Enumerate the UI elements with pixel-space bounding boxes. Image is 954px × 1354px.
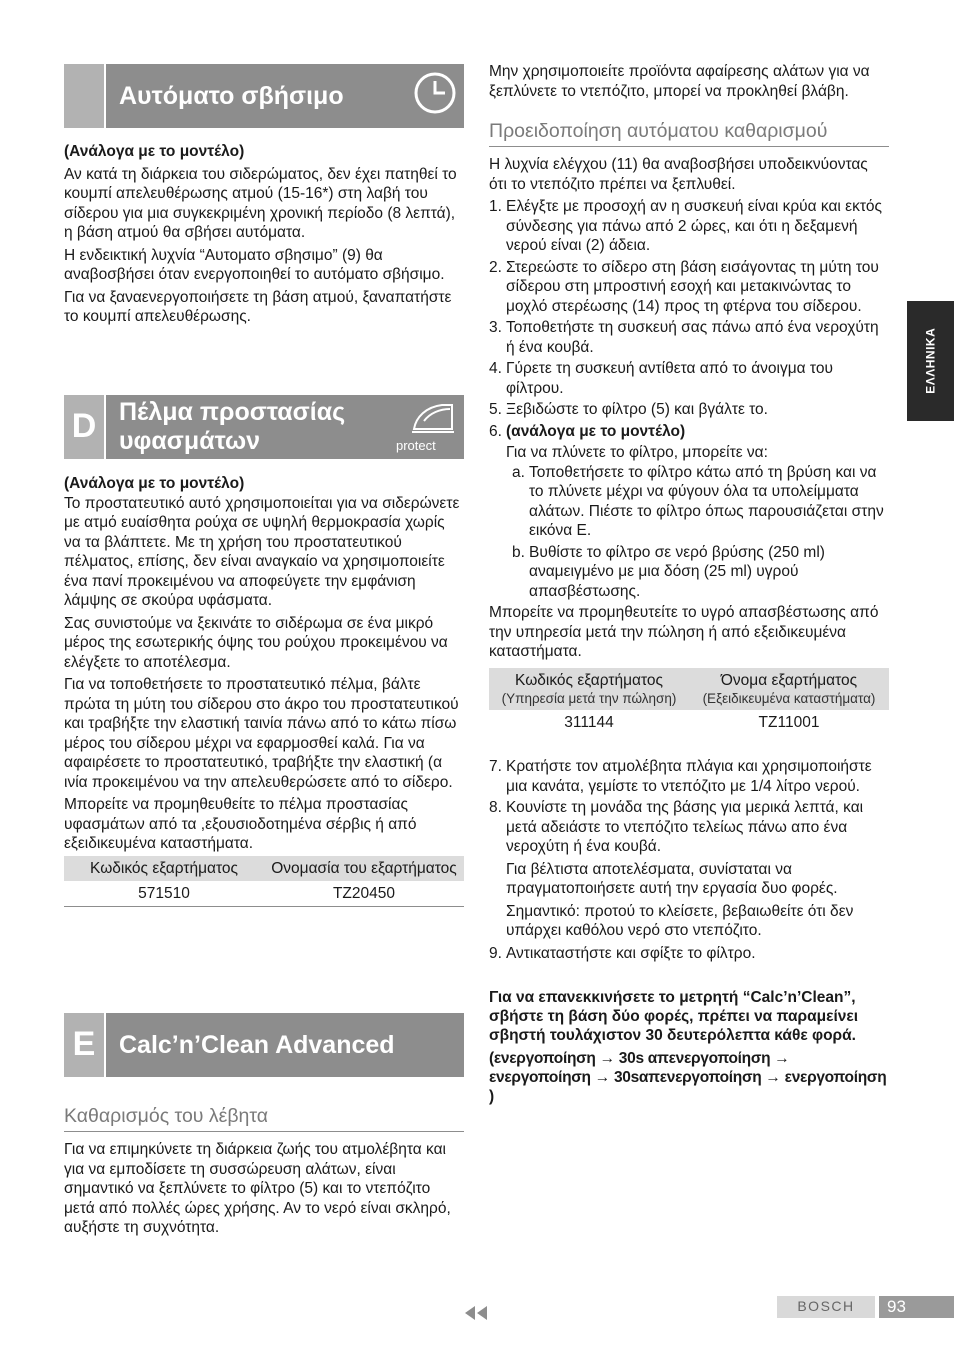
table-cell: TZ20450 <box>264 881 464 907</box>
protect-body <box>64 474 464 907</box>
clock-icon <box>412 70 458 122</box>
paragraph: Αν κατά τη διάρκεια του σιδερώματος, δεν έχει πατηθεί το κουμπί απελευθέρωσης ατμού (15-16*) στη λαβή του σίδερου για μια συγκεκριμένη χρονική περίοδο (8 λεπτά), η βάση ατμού θα σβήσει αυτόματα. <box>64 165 457 241</box>
reset-sequence: (ενεργοποίηση → 30s απενεργοποίηση → ενεργοποίηση → 30sαπενεργοποίηση → ενεργοποίηση ) <box>489 1050 887 1105</box>
section-banner-protect <box>64 395 464 459</box>
step-number: 4. <box>489 360 502 377</box>
paragraph: Σας συνιστούμε να ξεκινάτε το σιδέρωμα σε ένα μικρό μέρος της εσωτερικής όψης του ρούχου προκειμένου να ελέγξετε το αποτέλεσμα. <box>64 614 448 671</box>
list-item <box>489 463 889 541</box>
list-item <box>489 258 889 317</box>
list-item <box>489 944 889 964</box>
paragraph: Για βέλτιστα αποτελέσματα, συνίσταται να πραγματοποιήσετε αυτή την εργασία δυο φορές. <box>506 860 838 897</box>
model-note: (Ανάλογα με το μοντέλο) <box>64 143 245 160</box>
list-item <box>489 543 889 602</box>
banner-separator <box>104 64 106 128</box>
table-header: Κωδικός εξαρτήματος <box>64 856 264 881</box>
section-letter: D <box>64 395 104 459</box>
paragraph: Για να πλύνετε το φίλτρο, μπορείτε να: <box>506 444 768 461</box>
paragraph: Μπορείτε να προμηθευθείτε το πέλμα προστασίας υφασμάτων από τα ,εξουσιοδοτημένα σέρβις ή από εξειδικευμένα καταστήματα. <box>64 796 417 852</box>
list-item <box>489 197 889 256</box>
list-item <box>489 359 889 398</box>
step-text: Ελέγξτε με προσοχή αν η συσκευή είναι κρύα και εκτός σύνδεσης για πάνω από 2 ώρες, και ότι η δεξαμενή νερού είναι (2) άδεια. <box>506 198 883 254</box>
step-text: Κουνίστε τη μονάδα της βάσης για μερικά λεπτά, και μετά αδειάστε το ντεπόζιτο τελείως πάνω απο ένα νεροχύτη ή ένα κουβά. <box>506 799 864 855</box>
steps-list <box>489 944 889 964</box>
step-text: Κρατήστε τον ατμολέβητα πλάγια και χρησιμοποιήστε μια κανάτα, γεμίστε το ντεπόζιτο με 1/4 λίτρο νερού. <box>506 758 872 795</box>
step-text: Βυθίστε το φίλτρο σε νερό βρύσης (250 ml) αναμειγμένο με μια δόση (25 ml) υγρού απασβέστωσης. <box>529 543 825 600</box>
paragraph: Για να ξαναενεργοποιήσετε τη βάση ατμού, ξαναπατήστε το κουμπί απελευθέρωσης. <box>64 288 452 325</box>
list-item <box>489 318 889 357</box>
steps-list <box>489 757 889 857</box>
steps-list <box>489 197 889 441</box>
paragraph: Σημαντικό: προτού το κλείσετε, βεβαιωθείτε ότι δεν υπάρχει καθόλου νερό στο ντεπόζιτο. <box>506 902 854 939</box>
paragraph: Μπορείτε να προμηθευτείτε το υγρό απασβέστωσης από την υπηρεσία μετά την πώληση ή από εξειδικευμένα καταστήματα. <box>489 604 879 660</box>
step-text: Τοποθετήσετε το φίλτρο κάτω από τη βρύση και να το πλύνετε μέχρι να φύγουν όλα τα υπολείμματα αλάτων. Πιέστε το φίλτρο όπως παρουσιάζεται στην εικόνα Ε. <box>529 463 884 539</box>
list-item <box>489 400 889 420</box>
step-number: 5. <box>489 401 502 418</box>
table-header-title: Κωδικός εξαρτήματος <box>515 671 663 689</box>
step-number: 6. <box>489 422 502 440</box>
table-header-subtitle: (Υπηρεσία μετά την πώληση) <box>501 690 677 706</box>
section-title-line: υφασμάτων <box>119 427 261 455</box>
paragraph: Το προστατευτικό αυτό χρησιμοποιείται για να σιδερώνετε με ατμό ευαίσθητα ρούχα σε υψηλή θερμοκρασία χωρίς να τα βλάπτετε. Με τη χρήση του προστατευτικού πέλματος, επίσης, δεν είναι αναγκαίο να χρησιμοποιείτε ένα πανί προκειμένου να αποφεύγετε την εμφάνιση λάμψης σε σκούρα υφάσματα. <box>64 494 460 609</box>
table-header-subtitle: (Εξειδικευμένα καταστήματα) <box>702 690 876 706</box>
table-header <box>489 668 689 710</box>
step-letter: b. <box>512 543 525 561</box>
step-letter: a. <box>512 463 525 481</box>
step-number: 3. <box>489 319 502 336</box>
model-note: (Ανάλογα με το μοντέλο) <box>64 475 245 492</box>
step-number: 9. <box>489 944 502 962</box>
step-text: Αντικαταστήστε και σφίξτε το φίλτρο. <box>506 944 756 962</box>
paragraph: Η λυχνία ελέγχου (11) θα αναβοσβήσει υποδεικνύοντας ότι το ντεπόζιτο πρέπει να ξεπλυθεί. <box>489 156 868 193</box>
subheading: Προειδοποίηση αυτόματου καθαρισμού <box>489 119 889 147</box>
subheading: Καθαρισμός του λέβητα <box>64 1104 464 1132</box>
table-cell: TZ11001 <box>758 713 820 731</box>
language-label: ΕΛΛΗΝΙΚΑ <box>922 327 937 395</box>
double-left-arrow-icon <box>463 1306 489 1326</box>
brand-label: BOSCH <box>777 1296 875 1318</box>
section-title: Calc’n’Clean Advanced <box>119 1030 395 1059</box>
step-text: Τοποθετήστε τη συσκευή σας πάνω από ένα νεροχύτη ή ένα κουβά. <box>506 319 879 356</box>
banner-separator <box>104 395 106 459</box>
language-tab <box>907 301 954 421</box>
paragraph: Μην χρησιμοποιείτε προϊόντα αφαίρεσης αλάτων για να ξεπλύνετε το ντεπόζιτο, μπορεί να προκληθεί βλάβη. <box>489 63 870 100</box>
right-column <box>489 62 889 1106</box>
model-note: (ανάλογα με το μοντέλο) <box>506 422 686 440</box>
banner-separator <box>104 1013 106 1077</box>
parts-table <box>489 668 889 736</box>
step-text: Ξεβιδώστε το φίλτρο (5) και βγάλτε το. <box>506 401 768 418</box>
sub-steps-list <box>489 463 889 602</box>
step-number: 2. <box>489 258 502 276</box>
page-number: 93 <box>879 1296 954 1318</box>
reset-instruction: Για να επανεκκινήσετε το μετρητή “Calc’n’Clean”, σβήστε τη βάση δύο φορές, πρέπει να παραμείνει σβηστή τουλάχιστον 30 δευτερόλεπτα κάθε φορά. <box>489 989 859 1044</box>
protect-label: protect <box>396 438 436 453</box>
step-text: Γύρετε τη συσκευή αντίθετα από το άνοιγμα του φίλτρου. <box>506 360 833 397</box>
calc-body <box>64 1104 464 1238</box>
section-title <box>119 395 345 459</box>
step-number: 1. <box>489 198 502 215</box>
auto-off-body <box>64 142 464 327</box>
section-banner-auto-off <box>64 64 464 128</box>
list-item <box>489 757 889 796</box>
table-header <box>689 668 889 710</box>
section-title: Αυτόματο σβήσιμο <box>119 81 344 110</box>
iron-protect-icon <box>396 397 460 457</box>
table-header-title: Όνομα εξαρτήματος <box>720 671 858 689</box>
parts-table <box>64 856 464 908</box>
table-cell: 571510 <box>64 881 264 907</box>
section-letter: E <box>64 1013 104 1077</box>
section-title-line: Πέλμα προστασίας <box>119 398 346 426</box>
paragraph: Για να τοποθετήσετε το προστατευτικό πέλμα, βάλτε πρώτα τη μύτη του σίδερου στο άκρο του προστατευτικού και τραβήξτε την ελαστική ταινία πάνω από το κάτω πίσω μέρος του σίδερου μέχρι να εφαρμοσθεί καλά. Για να αφαιρέσετε το προστατευτικό, τραβήξτε την ελαστική (α ινία προκειμένου να την απελευθερώσετε από το σίδερο. <box>64 676 459 791</box>
section-letter-box <box>64 64 104 128</box>
table-header: Ονομασία του εξαρτήματος <box>264 856 464 881</box>
step-number: 8. <box>489 799 502 816</box>
step-number: 7. <box>489 758 502 775</box>
list-item <box>489 798 889 857</box>
step-text: Στερεώστε το σίδερο στη βάση εισάγοντας τη μύτη του σίδερου στη μπροστινή εσοχή και μετακινώντας το μοχλό στερέωσης (14) προς τη φτέρνα του σίδερου. <box>506 258 879 315</box>
paragraph: Η ενδεικτική λυχνία “Αυτοματο σβησιμο” (9) θα αναβοσβήσει όταν ενεργοποιηθεί το αυτόματο σβήσιμο. <box>64 246 445 283</box>
paragraph: Για να επιμηκύνετε τη διάρκεια ζωής του ατμολέβητα και για να εμποδίσετε τη συσσώρευση αλάτων, είναι σημαντικό να ξεπλύνετε το φίλτρο (5) και το ντεπόζιτο μετά από πολλές ώρες χρήσης. Αν το νερό είναι σκληρό, αυξήστε τη συχνότητα. <box>64 1141 451 1236</box>
table-cell: 311144 <box>564 713 614 731</box>
section-banner-calc <box>64 1013 464 1077</box>
list-item <box>489 422 889 442</box>
